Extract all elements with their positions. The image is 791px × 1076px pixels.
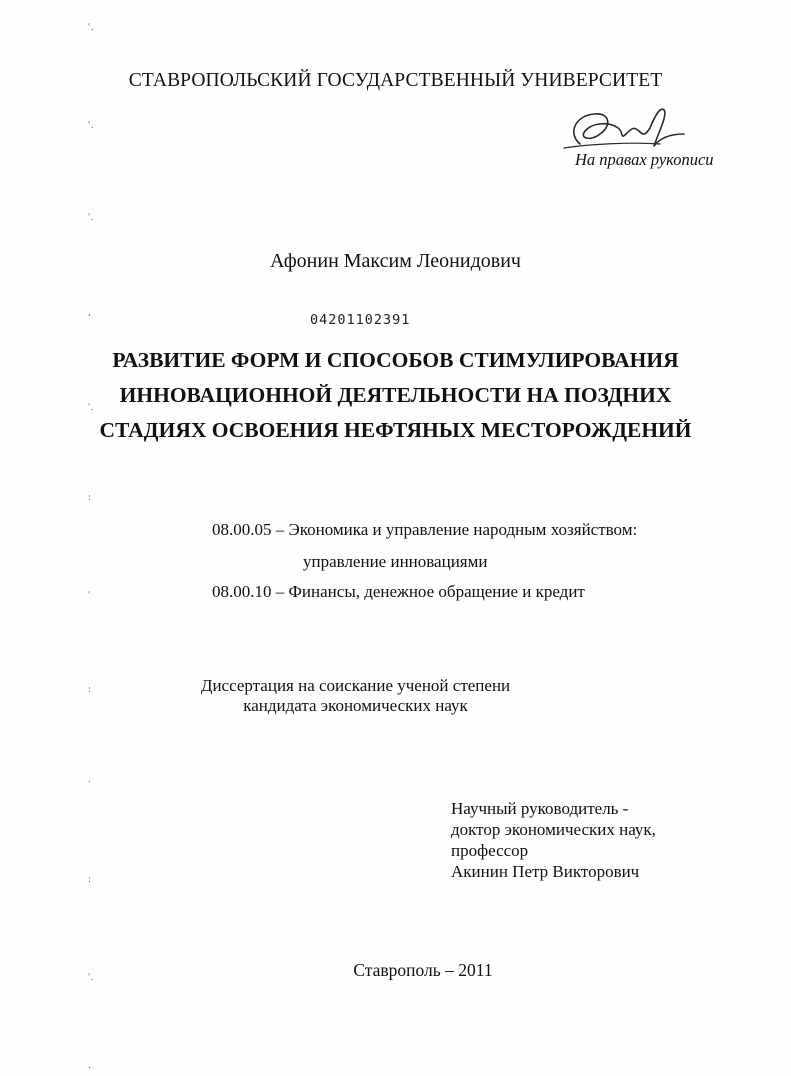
svg-text:ՙ: ՙ — [88, 591, 91, 601]
title-line: ИННОВАЦИОННОЙ ДЕЯТЕЛЬНОСТИ НА ПОЗДНИХ — [119, 383, 672, 407]
advisor-degree: доктор экономических наук, — [451, 820, 656, 839]
degree-line-1: Диссертация на соискание ученой степени — [200, 676, 511, 695]
advisor-title: профессор — [451, 841, 529, 860]
svg-text:ՙ.: ՙ. — [88, 403, 94, 413]
author-name: Афонин Максим Леонидович — [270, 250, 521, 272]
title-line: СТАДИЯХ ОСВОЕНИЯ НЕФТЯНЫХ МЕСТОРОЖДЕНИЙ — [99, 418, 692, 442]
svg-text:.: . — [88, 775, 91, 785]
specialty-first: 08.00.05 – Экономика и управление народным хозяйством: — [212, 520, 638, 539]
university-name: СТАВРОПОЛЬСКИЙ ГОСУДАРСТВЕННЫЙ УНИВЕРСИТЕТ — [128, 70, 663, 91]
svg-text::: : — [88, 875, 92, 885]
svg-text:ՙ.: ՙ. — [88, 121, 94, 131]
svg-text:ՙ.: ՙ. — [88, 973, 94, 983]
degree-line-2: кандидата экономических наук — [243, 696, 468, 715]
specialty-first-continued: управление инновациями — [303, 552, 488, 571]
svg-text:.: . — [88, 1061, 91, 1071]
specialty-second: 08.00.10 – Финансы, денежное обращение и кредит — [212, 582, 585, 601]
dissertation-title — [0, 343, 791, 448]
handwritten-signature — [560, 104, 688, 156]
title-line: РАЗВИТИЕ ФОРМ И СПОСОБОВ СТИМУЛИРОВАНИЯ — [112, 348, 679, 372]
svg-text:ՙ.: ՙ. — [88, 23, 94, 33]
city-year: Ставрополь – 2011 — [353, 960, 493, 980]
manuscript-rights-note: На правах рукописи — [575, 150, 714, 169]
svg-text::: : — [88, 493, 92, 503]
svg-text:ՙ.: ՙ. — [88, 213, 94, 223]
advisor-role: Научный руководитель - — [451, 799, 629, 818]
svg-text::: : — [88, 685, 92, 695]
registration-number: 04201102391 — [310, 312, 411, 328]
advisor-name: Акинин Петр Викторович — [451, 862, 640, 881]
svg-text:,: , — [88, 308, 91, 318]
scan-margin-marks — [0, 0, 120, 1076]
